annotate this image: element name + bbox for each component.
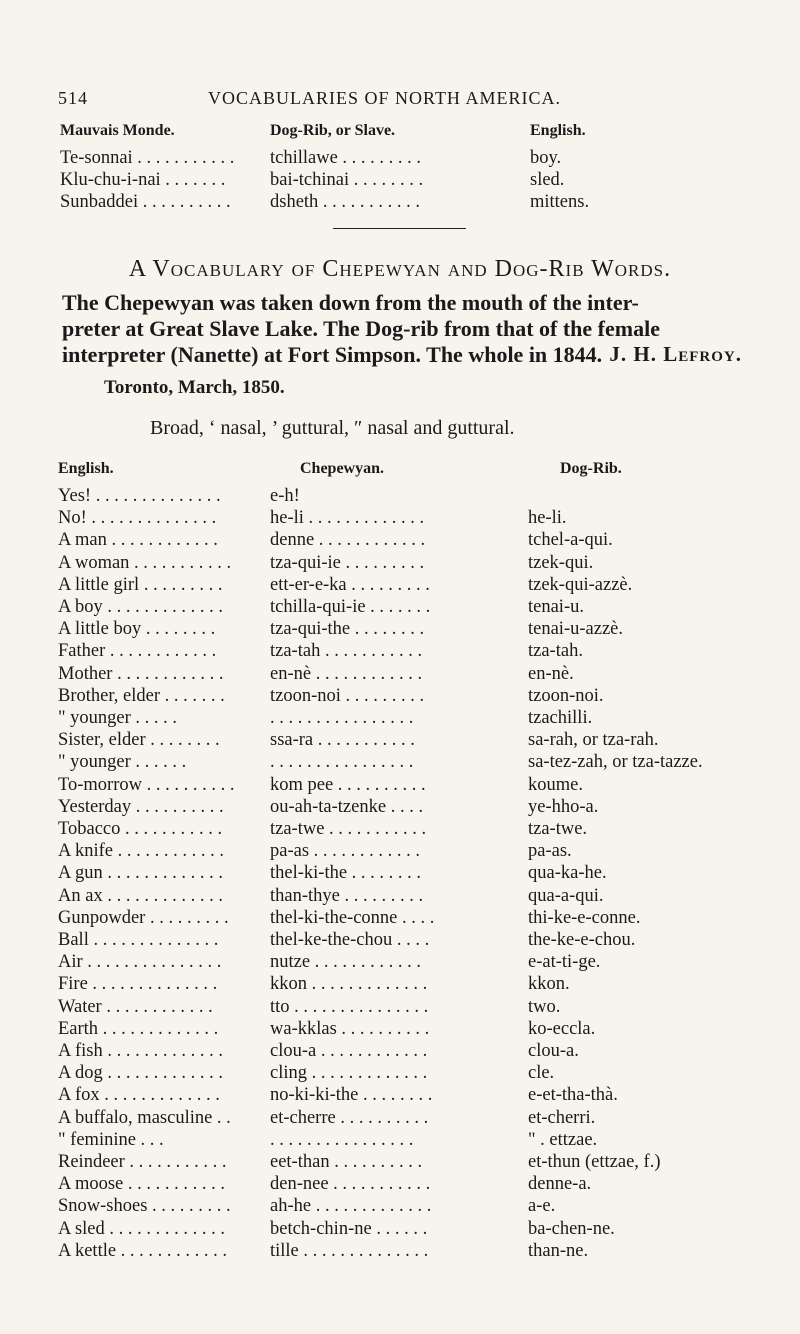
- section-divider: [333, 228, 466, 229]
- page-number: 514: [58, 88, 88, 108]
- table-cell: " younger . . . . . .: [58, 752, 187, 773]
- table-cell: A man . . . . . . . . . . . .: [58, 530, 218, 551]
- column-header: Dog-Rib, or Slave.: [270, 122, 396, 139]
- table-cell: bai-tchinai . . . . . . . .: [270, 170, 424, 190]
- table-cell: than-ne.: [528, 1240, 589, 1261]
- table-cell: the-ke-e-chou.: [528, 930, 636, 950]
- table-cell: A sled . . . . . . . . . . . . .: [58, 1218, 226, 1239]
- table-cell: . . . . . . . . . . . . . . . .: [270, 752, 414, 773]
- table-cell: eet-than . . . . . . . . . .: [270, 1152, 423, 1172]
- table-cell: boy.: [530, 148, 562, 168]
- table-cell: Te-sonnai . . . . . . . . . . .: [60, 148, 235, 168]
- signature: J. H. Lefroy.: [609, 342, 742, 366]
- table-cell: A dog . . . . . . . . . . . . .: [58, 1063, 223, 1084]
- table-cell: An ax . . . . . . . . . . . . .: [58, 885, 223, 906]
- table-cell: Sister, elder . . . . . . . .: [58, 730, 220, 751]
- table-cell: tille . . . . . . . . . . . . . .: [270, 1240, 429, 1261]
- table-cell: A knife . . . . . . . . . . . .: [58, 841, 224, 862]
- table-cell: Mother . . . . . . . . . . . .: [58, 663, 224, 684]
- table-cell: A little boy . . . . . . . .: [58, 619, 216, 640]
- table-cell: Snow-shoes . . . . . . . . .: [58, 1196, 231, 1217]
- table-cell: A kettle . . . . . . . . . . . .: [58, 1240, 228, 1261]
- table-cell: tza-tah . . . . . . . . . . .: [270, 641, 423, 662]
- place-date: Toronto, March, 1850.: [104, 377, 285, 398]
- table-cell: he-li.: [528, 508, 567, 529]
- table-cell: kkon . . . . . . . . . . . . .: [270, 974, 428, 995]
- table-cell: Yesterday . . . . . . . . . .: [58, 796, 224, 817]
- column-header: Mauvais Monde.: [60, 122, 175, 139]
- table-cell: tchillawe . . . . . . . . .: [270, 148, 422, 168]
- table-cell: wa-kklas . . . . . . . . . .: [270, 1018, 430, 1039]
- column-header: Dog-Rib.: [560, 460, 622, 477]
- table-cell: pa-as . . . . . . . . . . . .: [270, 841, 421, 862]
- table-cell: clou-a.: [528, 1041, 579, 1061]
- table-cell: Fire . . . . . . . . . . . . . .: [58, 974, 218, 995]
- table-cell: ye-hho-a.: [528, 796, 599, 817]
- table-cell: sa-rah, or tza-rah.: [528, 730, 659, 751]
- table-cell: tza-twe.: [528, 819, 588, 839]
- table-cell: tenai-u-azzè.: [528, 619, 623, 640]
- table-cell: kkon.: [528, 974, 570, 995]
- table-cell: Gunpowder . . . . . . . . .: [58, 907, 229, 928]
- table-cell: thel-ki-the-conne . . . .: [270, 907, 435, 928]
- table-cell: than-thye . . . . . . . . .: [270, 885, 424, 906]
- table-cell: tchilla-qui-ie . . . . . . .: [270, 597, 431, 617]
- table-cell: thel-ki-the . . . . . . . .: [270, 863, 422, 884]
- table-cell: tza-twe . . . . . . . . . . .: [270, 819, 427, 839]
- table-cell: A moose . . . . . . . . . . .: [58, 1174, 226, 1195]
- table-cell: tzek-qui.: [528, 552, 594, 573]
- table-cell: qua-a-qui.: [528, 885, 604, 906]
- table-cell: Water . . . . . . . . . . . .: [58, 996, 213, 1017]
- table-cell: " feminine . . .: [58, 1129, 164, 1150]
- table-cell: Brother, elder . . . . . . .: [58, 685, 225, 706]
- table-cell: ett-er-e-ka . . . . . . . . .: [270, 574, 430, 595]
- table-cell: A boy . . . . . . . . . . . . .: [58, 597, 223, 617]
- table-cell: ah-he . . . . . . . . . . . . .: [270, 1196, 432, 1217]
- table-cell: a-e.: [528, 1196, 556, 1217]
- table-cell: Father . . . . . . . . . . . .: [58, 641, 217, 662]
- table-cell: tto . . . . . . . . . . . . . . .: [270, 996, 429, 1017]
- section-title: A Vocabulary of Chepewyan and Dog-Rib Words.: [128, 256, 672, 282]
- table-cell: tzachilli.: [528, 708, 593, 728]
- table-cell: Klu-chu-i-nai . . . . . . .: [60, 170, 226, 190]
- table-cell: mittens.: [530, 192, 590, 212]
- table-cell: A buffalo, masculine . .: [58, 1107, 231, 1128]
- table-cell: " younger . . . . .: [58, 708, 178, 728]
- column-header: Chepewyan.: [300, 460, 385, 477]
- table-cell: clou-a . . . . . . . . . . . .: [270, 1041, 428, 1061]
- table-cell: two.: [528, 996, 561, 1017]
- table-cell: denne . . . . . . . . . . . .: [270, 530, 426, 551]
- table-cell: tza-qui-the . . . . . . . .: [270, 619, 425, 640]
- table-cell: " . ettzae.: [528, 1129, 598, 1150]
- intro-line: interpreter (Nanette) at Fort Simpson. The whole in 1844.: [62, 342, 603, 367]
- table-cell: . . . . . . . . . . . . . . . .: [270, 708, 414, 728]
- table-cell: Sunbaddei . . . . . . . . . .: [60, 192, 231, 212]
- column-header: English.: [530, 122, 586, 139]
- table-cell: A woman . . . . . . . . . . .: [58, 552, 232, 573]
- intro-line: The Chepewyan was taken down from the mouth of the inter-: [62, 290, 639, 315]
- table-cell: e-et-tha-thà.: [528, 1085, 618, 1106]
- table-cell: ou-ah-ta-tzenke . . . .: [270, 796, 424, 817]
- table-cell: thel-ke-the-chou . . . .: [270, 930, 430, 950]
- table-cell: A little girl . . . . . . . . .: [58, 574, 223, 595]
- table-cell: To-morrow . . . . . . . . . .: [58, 774, 235, 795]
- pronunciation-key: Broad, ‘ nasal, ’ guttural, ″ nasal and guttural.: [150, 417, 515, 439]
- table-cell: tchel-a-qui.: [528, 530, 613, 551]
- table-cell: Tobacco . . . . . . . . . . .: [58, 819, 223, 839]
- table-cell: thi-ke-e-conne.: [528, 907, 641, 928]
- table-cell: pa-as.: [528, 841, 572, 862]
- table-cell: tenai-u.: [528, 597, 584, 617]
- table-cell: betch-chin-ne . . . . . .: [270, 1218, 428, 1239]
- table-cell: qua-ka-he.: [528, 863, 607, 884]
- table-cell: en-nè.: [528, 663, 574, 684]
- table-cell: A fish . . . . . . . . . . . . .: [58, 1041, 223, 1061]
- running-title: VOCABULARIES OF NORTH AMERICA.: [208, 88, 561, 108]
- table-cell: nutze . . . . . . . . . . . .: [270, 952, 422, 973]
- table-cell: A gun . . . . . . . . . . . . .: [58, 863, 223, 884]
- table-cell: A fox . . . . . . . . . . . . .: [58, 1085, 220, 1106]
- intro-line: preter at Great Slave Lake. The Dog-rib from that of the female: [62, 316, 660, 341]
- table-cell: tzek-qui-azzè.: [528, 574, 633, 595]
- table-cell: he-li . . . . . . . . . . . . .: [270, 508, 425, 529]
- table-cell: et-cherre . . . . . . . . . .: [270, 1107, 429, 1128]
- table-cell: tza-tah.: [528, 641, 583, 662]
- table-cell: Yes! . . . . . . . . . . . . . .: [58, 486, 221, 506]
- table-cell: no-ki-ki-the . . . . . . . .: [270, 1085, 433, 1106]
- table-cell: cle.: [528, 1063, 555, 1084]
- table-cell: Reindeer . . . . . . . . . . .: [58, 1152, 227, 1172]
- table-cell: No! . . . . . . . . . . . . . .: [58, 508, 217, 529]
- table-cell: et-cherri.: [528, 1107, 596, 1128]
- table-cell: ba-chen-ne.: [528, 1218, 615, 1239]
- table-cell: dsheth . . . . . . . . . . .: [270, 192, 421, 212]
- table-cell: e-at-ti-ge.: [528, 952, 601, 973]
- table-cell: ssa-ra . . . . . . . . . . .: [270, 730, 415, 751]
- table-cell: Air . . . . . . . . . . . . . . .: [58, 952, 222, 973]
- table-cell: et-thun (ettzae, f.): [528, 1152, 661, 1172]
- table-cell: sa-tez-zah, or tza-tazze.: [528, 752, 703, 773]
- table-cell: . . . . . . . . . . . . . . . .: [270, 1129, 414, 1150]
- table-cell: kom pee . . . . . . . . . .: [270, 774, 426, 795]
- table-cell: Earth . . . . . . . . . . . . .: [58, 1018, 219, 1039]
- table-cell: e-h!: [270, 486, 300, 506]
- table-cell: denne-a.: [528, 1174, 592, 1195]
- table-cell: sled.: [530, 170, 565, 190]
- table-cell: tzoon-noi.: [528, 685, 604, 706]
- table-cell: ko-eccla.: [528, 1018, 596, 1039]
- table-cell: en-nè . . . . . . . . . . . .: [270, 663, 423, 684]
- table-cell: tzoon-noi . . . . . . . . .: [270, 685, 425, 706]
- table-cell: cling . . . . . . . . . . . . .: [270, 1063, 428, 1084]
- table-cell: Ball . . . . . . . . . . . . . .: [58, 930, 219, 950]
- column-header: English.: [58, 460, 114, 477]
- table-cell: tza-qui-ie . . . . . . . . .: [270, 552, 425, 573]
- table-cell: koume.: [528, 774, 583, 795]
- table-cell: den-nee . . . . . . . . . . .: [270, 1174, 431, 1195]
